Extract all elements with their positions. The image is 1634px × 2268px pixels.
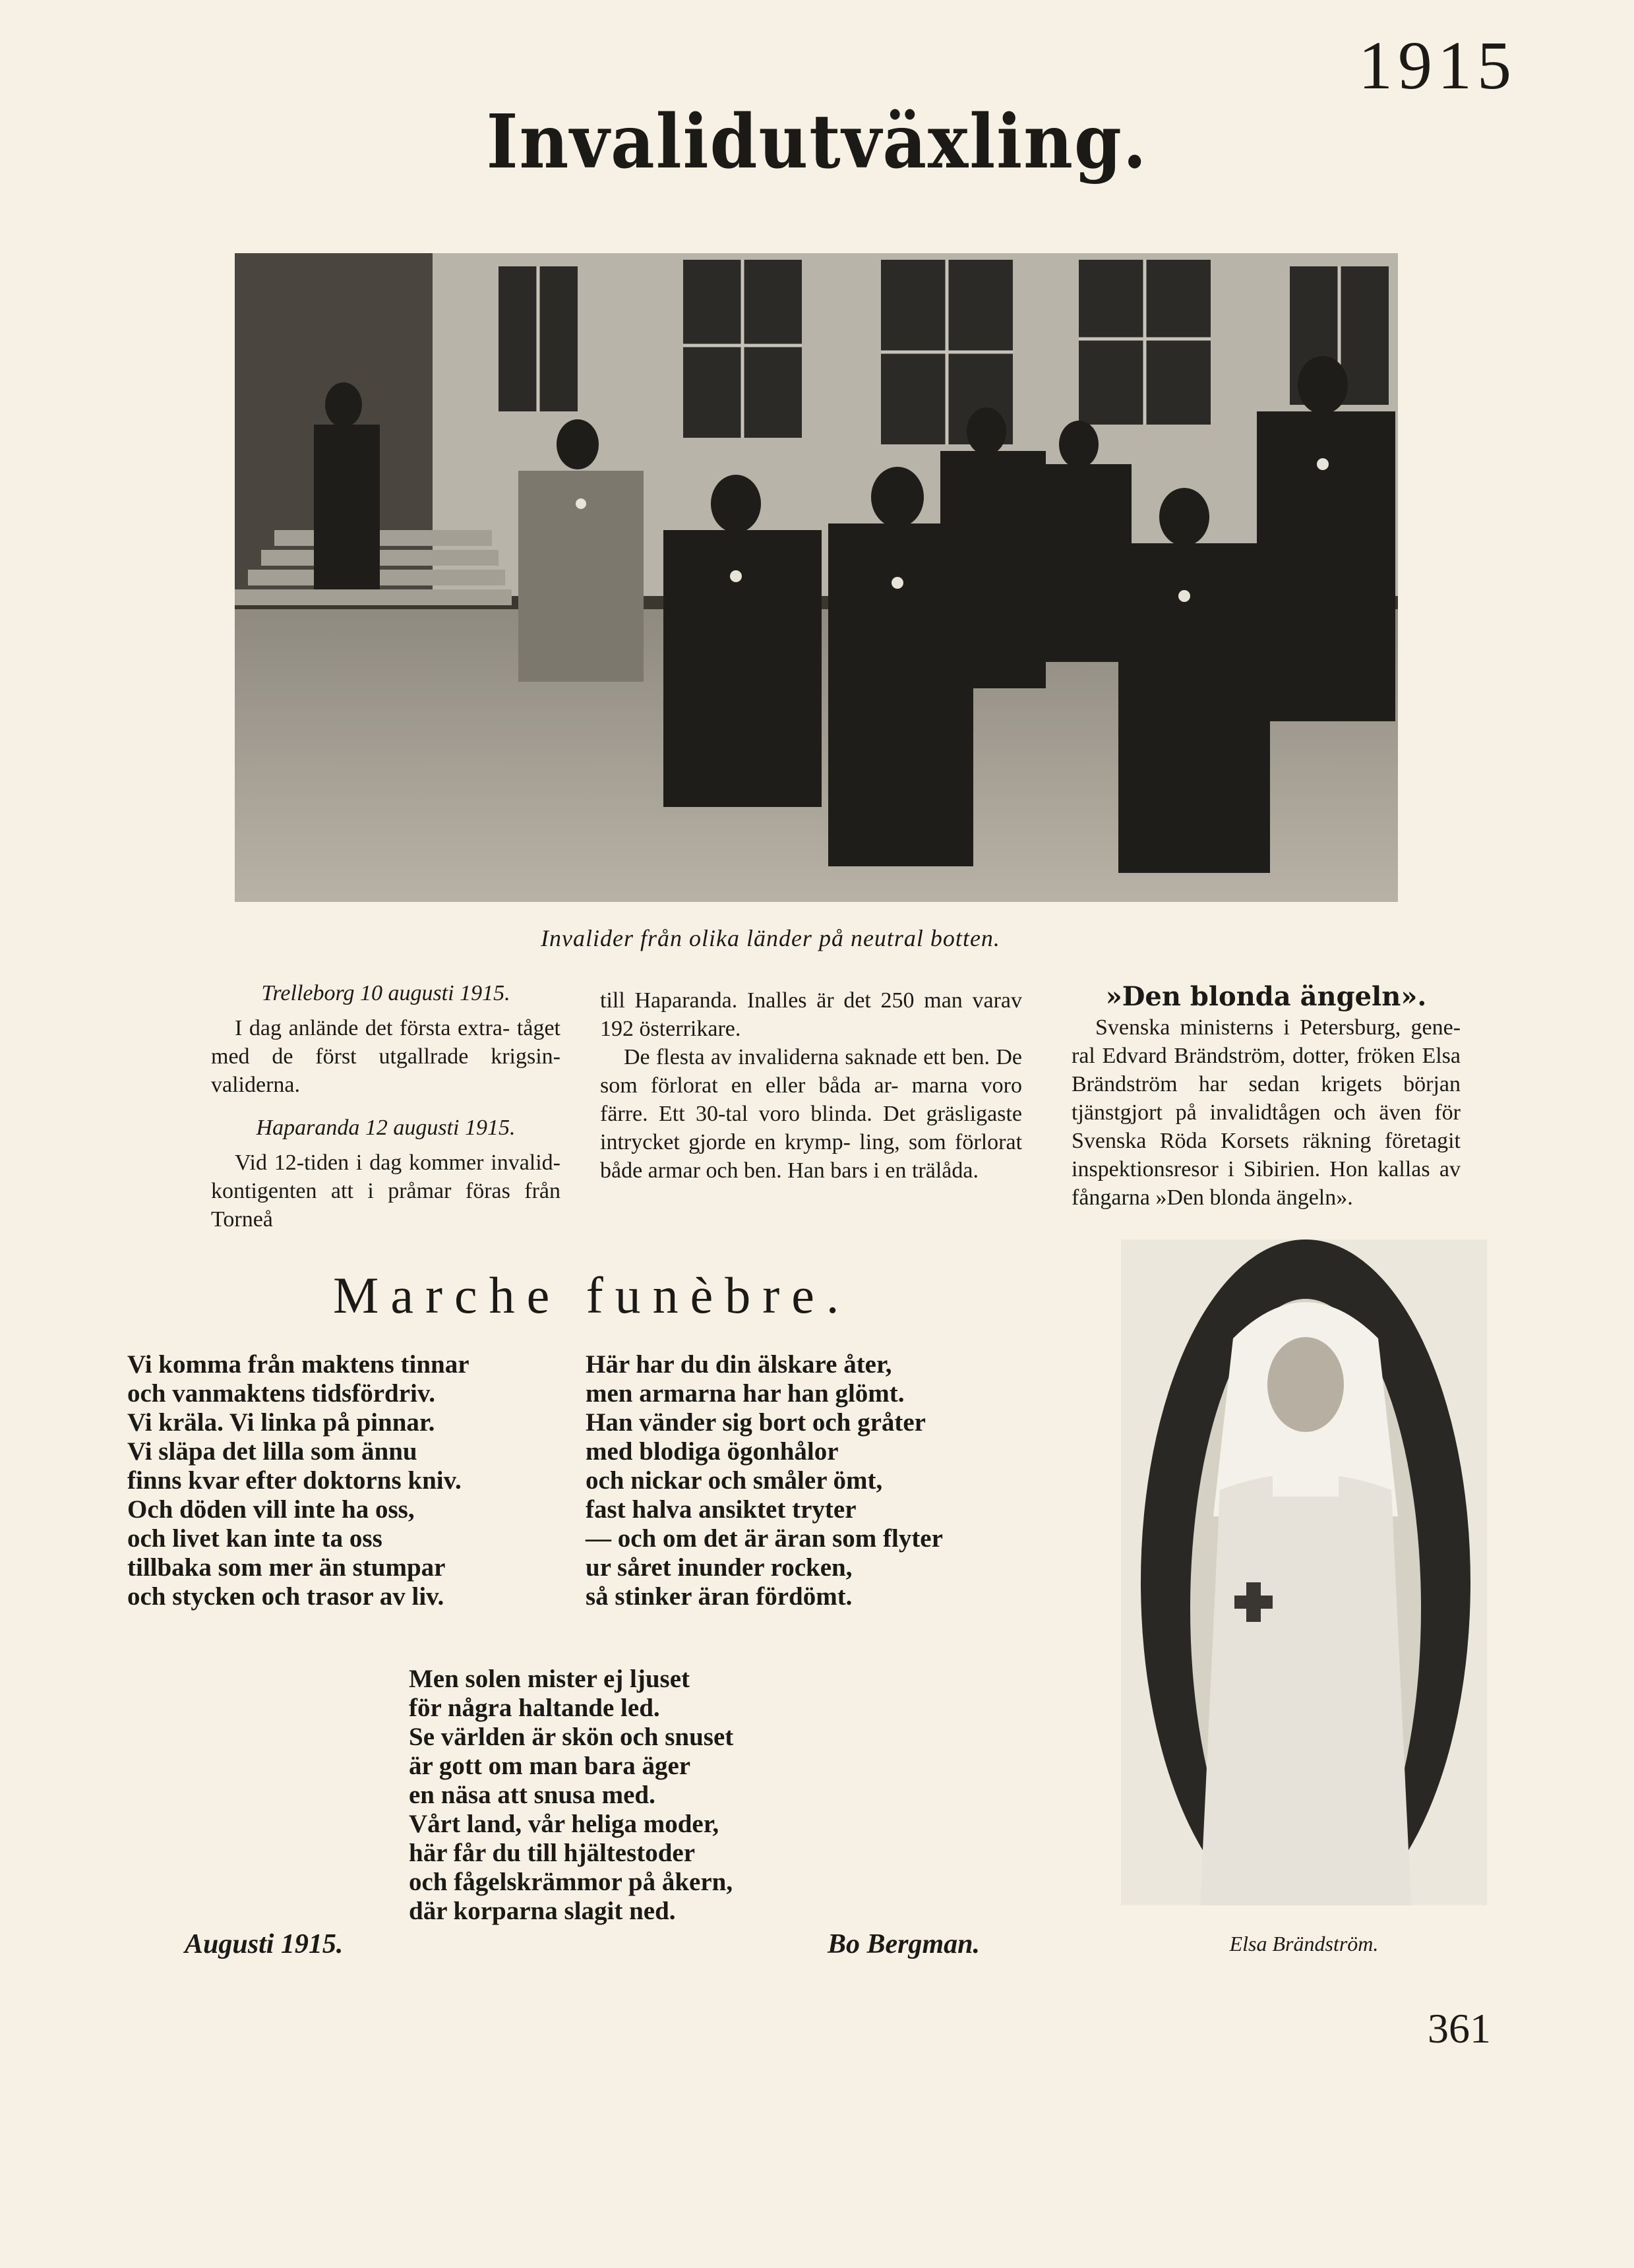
article-title: Invalidutväxling. [486,99,1148,185]
poem-author: Bo Bergman. [828,1929,981,1959]
group-photograph [235,253,1398,902]
poem-stanza-left: Vi komma från maktens tinnar och vanmaktens tidsfördriv. Vi kräla. Vi linka på pinnar. Vi släpa det lilla som ännu finns kvar efter doktorns kniv. Och döden vill inte ha oss, och livet kan inte ta oss tillbaka som mer än stumpar och stycken och trasor av liv. [127,1350,469,1611]
news-text: Svenska ministerns i Petersburg, gene- ral Edvard Brändström, dotter, fröken Elsa Brändström har sedan krigets början tjänstgjort på invalidtågen och även för Svenska Röda Korsets räkning företagit inspektionsresor i Sibirien. Hon kallas av fångarna »Den blonda ängeln». [1072,1015,1461,1210]
poem-stanza-bottom: Men solen mister ej ljuset för några haltande led. Se världen är skön och snuset är gott om man bara äger en näsa att snusa med. Vårt land, vår heliga moder, här får du till hjältestoder och fågelskrämmor på åkern, där korparna slagit ned. [409,1665,734,1925]
news-column-left [211,979,560,1234]
news-text: I dag anlände det första extra- tåget med de först utgallrade krigsin- validerna. [211,1016,560,1097]
year-heading: 1915 [1358,28,1517,104]
photo-caption: Invalider från olika länder på neutral botten. [541,925,1000,951]
news-column-right [1072,982,1461,1212]
poem-stanza-right: Här har du din älskare åter, men armarna har han glömt. Han vänder sig bort och gråter med blodiga ögonhålor och nickar och småler ömt, fast halva ansiktet tryter — och om det är äran som flyter ur såret inunder rocken, så stinker äran fördömt. [586,1350,943,1611]
news-text: till Haparanda. Inalles är det 250 man varav 192 österrikare. [600,988,1023,1041]
poem-date: Augusti 1915. [185,1929,344,1959]
page-number: 361 [1428,2005,1491,2052]
dateline-haparanda: Haparanda 12 augusti 1915. [256,1116,516,1140]
news-text: De flesta av invaliderna saknade ett ben. De som förlorat en eller båda ar- marna voro färre. Ett 30-tal voro blinda. Det gräsligaste intrycket gjorde en krymp- ling, som förlorat både armar och ben. Han bars i en trälåda. [600,1045,1023,1183]
nurse-portrait-photograph [1121,1239,1487,1905]
dateline-trelleborg: Trelleborg 10 augusti 1915. [261,981,510,1005]
nurse-photo-caption: Elsa Brändström. [1229,1932,1379,1955]
column-heading: »Den blonda ängeln». [1105,981,1427,1012]
poem-title: Marche funèbre. [333,1267,851,1324]
news-column-middle [600,986,1022,1185]
news-text: Vid 12-tiden i dag kommer invalid- kontigenten att i pråmar föras från Torneå [211,1150,560,1232]
